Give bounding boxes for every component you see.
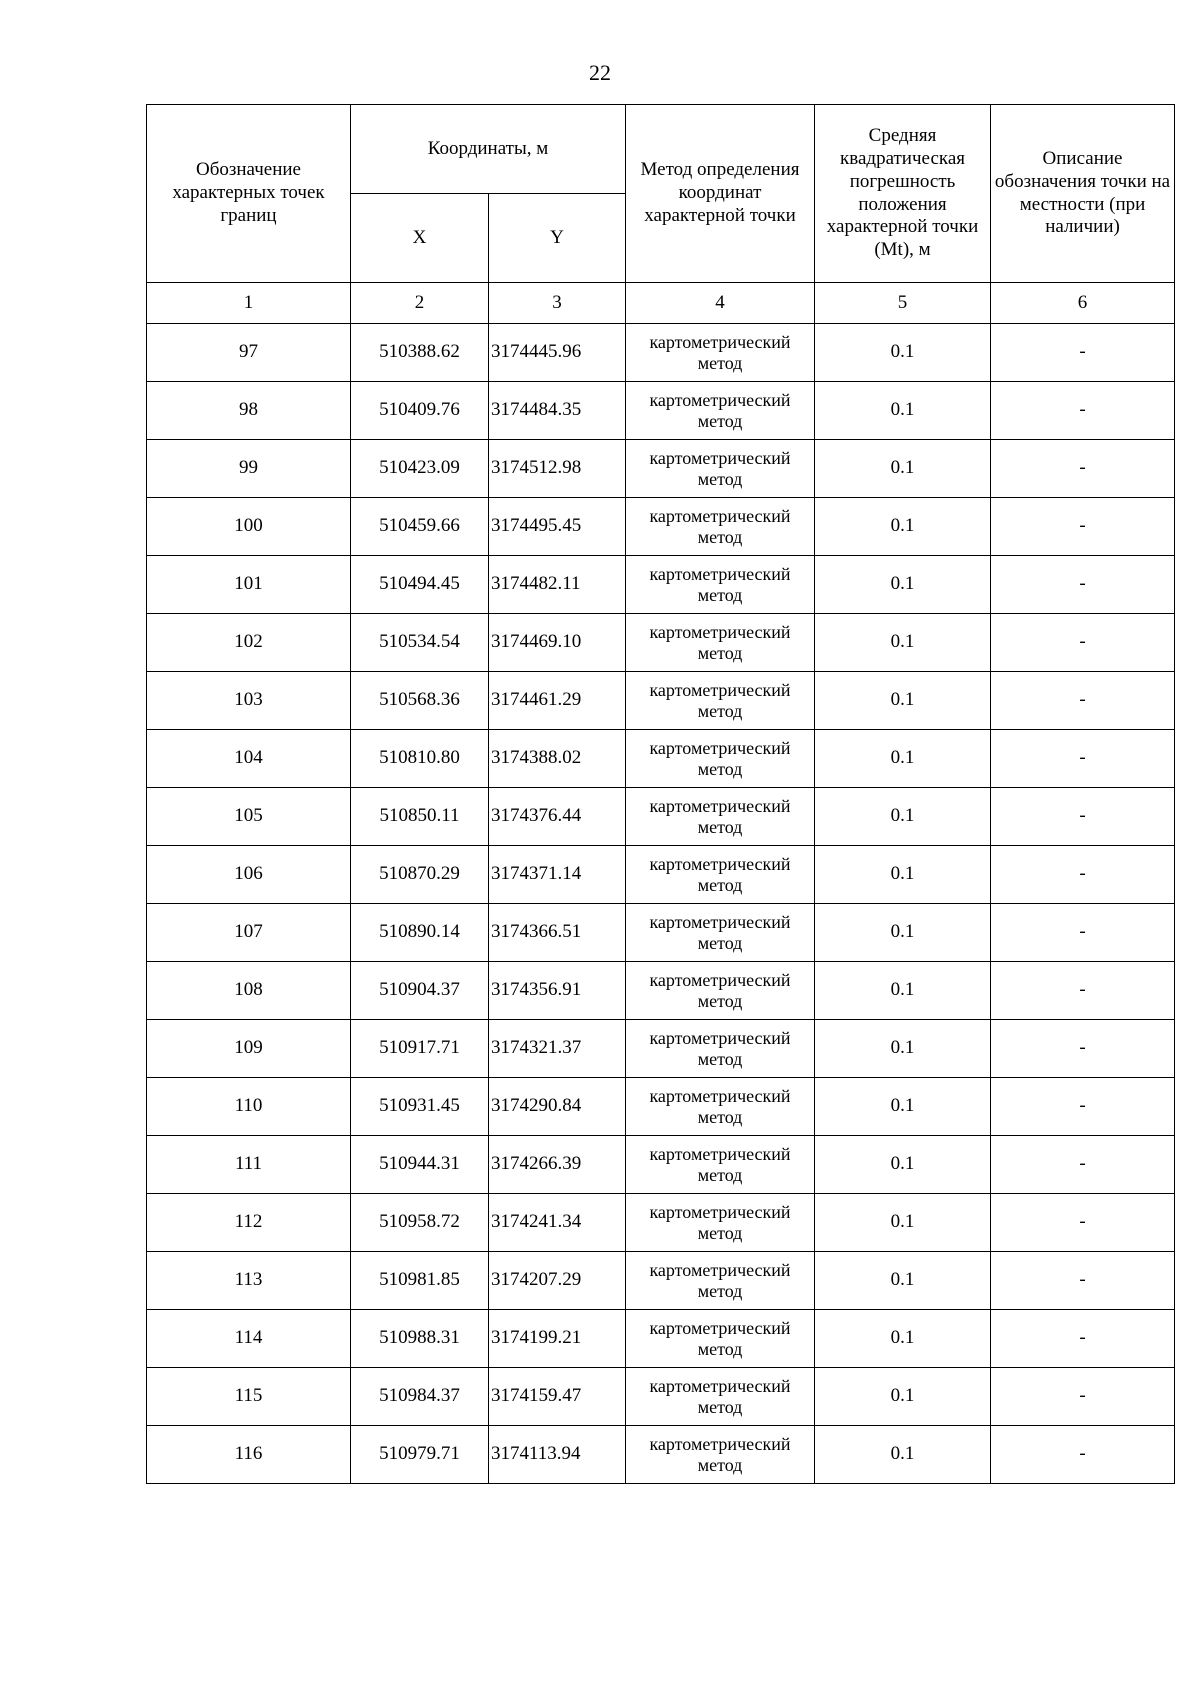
cell-method: картометрический метод [626, 440, 815, 498]
table-row [147, 1252, 1175, 1310]
table-row [147, 440, 1175, 498]
cell-y: 3174241.34 [489, 1194, 626, 1252]
cell-point: 110 [147, 1078, 351, 1136]
cell-point: 107 [147, 904, 351, 962]
cell-point: 106 [147, 846, 351, 904]
cell-error: 0.1 [815, 788, 991, 846]
table-row [147, 1020, 1175, 1078]
cell-error: 0.1 [815, 962, 991, 1020]
cell-error: 0.1 [815, 498, 991, 556]
cell-description: - [991, 556, 1175, 614]
table-row [147, 730, 1175, 788]
header-method: Метод определения координат характерной точки [626, 105, 815, 283]
cell-description: - [991, 846, 1175, 904]
cell-x: 510810.80 [351, 730, 489, 788]
cell-description: - [991, 672, 1175, 730]
coordinates-table [146, 104, 1175, 1484]
cell-error: 0.1 [815, 324, 991, 382]
cell-method: картометрический метод [626, 382, 815, 440]
cell-method: картометрический метод [626, 324, 815, 382]
cell-description: - [991, 1368, 1175, 1426]
cell-error: 0.1 [815, 1252, 991, 1310]
column-number: 2 [351, 283, 489, 324]
cell-y: 3174388.02 [489, 730, 626, 788]
page-number: 22 [589, 60, 611, 85]
cell-method: картометрический метод [626, 1310, 815, 1368]
cell-y: 3174199.21 [489, 1310, 626, 1368]
cell-y: 3174484.35 [489, 382, 626, 440]
cell-error: 0.1 [815, 1310, 991, 1368]
cell-point: 116 [147, 1426, 351, 1484]
cell-error: 0.1 [815, 382, 991, 440]
cell-method: картометрический метод [626, 788, 815, 846]
cell-description: - [991, 1078, 1175, 1136]
cell-point: 113 [147, 1252, 351, 1310]
cell-description: - [991, 730, 1175, 788]
cell-x: 510917.71 [351, 1020, 489, 1078]
cell-point: 111 [147, 1136, 351, 1194]
cell-description: - [991, 1194, 1175, 1252]
cell-description: - [991, 904, 1175, 962]
cell-description: - [991, 788, 1175, 846]
header-y: Y [489, 194, 626, 283]
cell-method: картометрический метод [626, 1368, 815, 1426]
cell-point: 114 [147, 1310, 351, 1368]
table-row [147, 1078, 1175, 1136]
cell-method: картометрический метод [626, 498, 815, 556]
cell-x: 510984.37 [351, 1368, 489, 1426]
cell-description: - [991, 440, 1175, 498]
column-number: 4 [626, 283, 815, 324]
table-row [147, 1136, 1175, 1194]
cell-y: 3174290.84 [489, 1078, 626, 1136]
cell-method: картометрический метод [626, 904, 815, 962]
cell-error: 0.1 [815, 730, 991, 788]
cell-error: 0.1 [815, 1368, 991, 1426]
cell-y: 3174495.45 [489, 498, 626, 556]
cell-error: 0.1 [815, 672, 991, 730]
column-number: 5 [815, 283, 991, 324]
cell-point: 103 [147, 672, 351, 730]
cell-point: 97 [147, 324, 351, 382]
table-row [147, 1426, 1175, 1484]
cell-x: 510904.37 [351, 962, 489, 1020]
cell-method: картометрический метод [626, 672, 815, 730]
cell-method: картометрический метод [626, 1136, 815, 1194]
cell-x: 510494.45 [351, 556, 489, 614]
table-row [147, 324, 1175, 382]
cell-description: - [991, 1310, 1175, 1368]
cell-y: 3174482.11 [489, 556, 626, 614]
cell-y: 3174445.96 [489, 324, 626, 382]
cell-description: - [991, 1426, 1175, 1484]
cell-y: 3174366.51 [489, 904, 626, 962]
cell-y: 3174159.47 [489, 1368, 626, 1426]
cell-y: 3174469.10 [489, 614, 626, 672]
cell-method: картометрический метод [626, 962, 815, 1020]
table-body [147, 324, 1175, 1484]
header-x: X [351, 194, 489, 283]
table-row [147, 556, 1175, 614]
table-row [147, 846, 1175, 904]
cell-point: 108 [147, 962, 351, 1020]
cell-x: 510944.31 [351, 1136, 489, 1194]
cell-method: картометрический метод [626, 556, 815, 614]
header-description: Описание обозначения точки на местности (при наличии) [991, 105, 1175, 283]
cell-y: 3174512.98 [489, 440, 626, 498]
cell-error: 0.1 [815, 614, 991, 672]
cell-point: 104 [147, 730, 351, 788]
table-row [147, 382, 1175, 440]
cell-point: 105 [147, 788, 351, 846]
cell-point: 115 [147, 1368, 351, 1426]
header-error: Средняя квадратическая погрешность положения характерной точки (Mt), м [815, 105, 991, 283]
cell-error: 0.1 [815, 846, 991, 904]
column-number: 3 [489, 283, 626, 324]
cell-method: картометрический метод [626, 1194, 815, 1252]
table-row [147, 1194, 1175, 1252]
cell-error: 0.1 [815, 1078, 991, 1136]
cell-point: 109 [147, 1020, 351, 1078]
column-number: 6 [991, 283, 1175, 324]
cell-x: 510534.54 [351, 614, 489, 672]
cell-x: 510958.72 [351, 1194, 489, 1252]
table-row [147, 788, 1175, 846]
cell-method: картометрический метод [626, 730, 815, 788]
cell-error: 0.1 [815, 440, 991, 498]
cell-error: 0.1 [815, 1020, 991, 1078]
cell-description: - [991, 614, 1175, 672]
header-point: Обозначение характерных точек границ [147, 105, 351, 283]
cell-error: 0.1 [815, 1194, 991, 1252]
cell-x: 510870.29 [351, 846, 489, 904]
cell-method: картометрический метод [626, 1252, 815, 1310]
cell-x: 510568.36 [351, 672, 489, 730]
cell-y: 3174376.44 [489, 788, 626, 846]
column-numbers-row [147, 283, 1175, 324]
table-row [147, 498, 1175, 556]
cell-description: - [991, 1252, 1175, 1310]
cell-error: 0.1 [815, 1136, 991, 1194]
table-row [147, 1310, 1175, 1368]
cell-x: 510890.14 [351, 904, 489, 962]
cell-x: 510988.31 [351, 1310, 489, 1368]
cell-y: 3174207.29 [489, 1252, 626, 1310]
cell-x: 510388.62 [351, 324, 489, 382]
cell-method: картометрический метод [626, 1020, 815, 1078]
cell-x: 510459.66 [351, 498, 489, 556]
cell-y: 3174266.39 [489, 1136, 626, 1194]
cell-method: картометрический метод [626, 1078, 815, 1136]
cell-description: - [991, 382, 1175, 440]
cell-error: 0.1 [815, 904, 991, 962]
cell-point: 112 [147, 1194, 351, 1252]
table-row [147, 614, 1175, 672]
cell-point: 99 [147, 440, 351, 498]
cell-y: 3174321.37 [489, 1020, 626, 1078]
cell-x: 510850.11 [351, 788, 489, 846]
cell-description: - [991, 324, 1175, 382]
cell-x: 510409.76 [351, 382, 489, 440]
cell-description: - [991, 1020, 1175, 1078]
table-row [147, 904, 1175, 962]
cell-method: картометрический метод [626, 846, 815, 904]
table-row [147, 672, 1175, 730]
cell-y: 3174113.94 [489, 1426, 626, 1484]
cell-method: картометрический метод [626, 1426, 815, 1484]
cell-x: 510423.09 [351, 440, 489, 498]
cell-y: 3174371.14 [489, 846, 626, 904]
cell-description: - [991, 962, 1175, 1020]
cell-description: - [991, 498, 1175, 556]
cell-x: 510981.85 [351, 1252, 489, 1310]
cell-method: картометрический метод [626, 614, 815, 672]
cell-point: 98 [147, 382, 351, 440]
column-number: 1 [147, 283, 351, 324]
table-row [147, 1368, 1175, 1426]
cell-point: 102 [147, 614, 351, 672]
cell-error: 0.1 [815, 556, 991, 614]
cell-y: 3174461.29 [489, 672, 626, 730]
cell-y: 3174356.91 [489, 962, 626, 1020]
cell-description: - [991, 1136, 1175, 1194]
cell-point: 101 [147, 556, 351, 614]
header-coordinates: Координаты, м [351, 105, 626, 194]
cell-error: 0.1 [815, 1426, 991, 1484]
cell-x: 510931.45 [351, 1078, 489, 1136]
cell-point: 100 [147, 498, 351, 556]
table-row [147, 962, 1175, 1020]
cell-x: 510979.71 [351, 1426, 489, 1484]
